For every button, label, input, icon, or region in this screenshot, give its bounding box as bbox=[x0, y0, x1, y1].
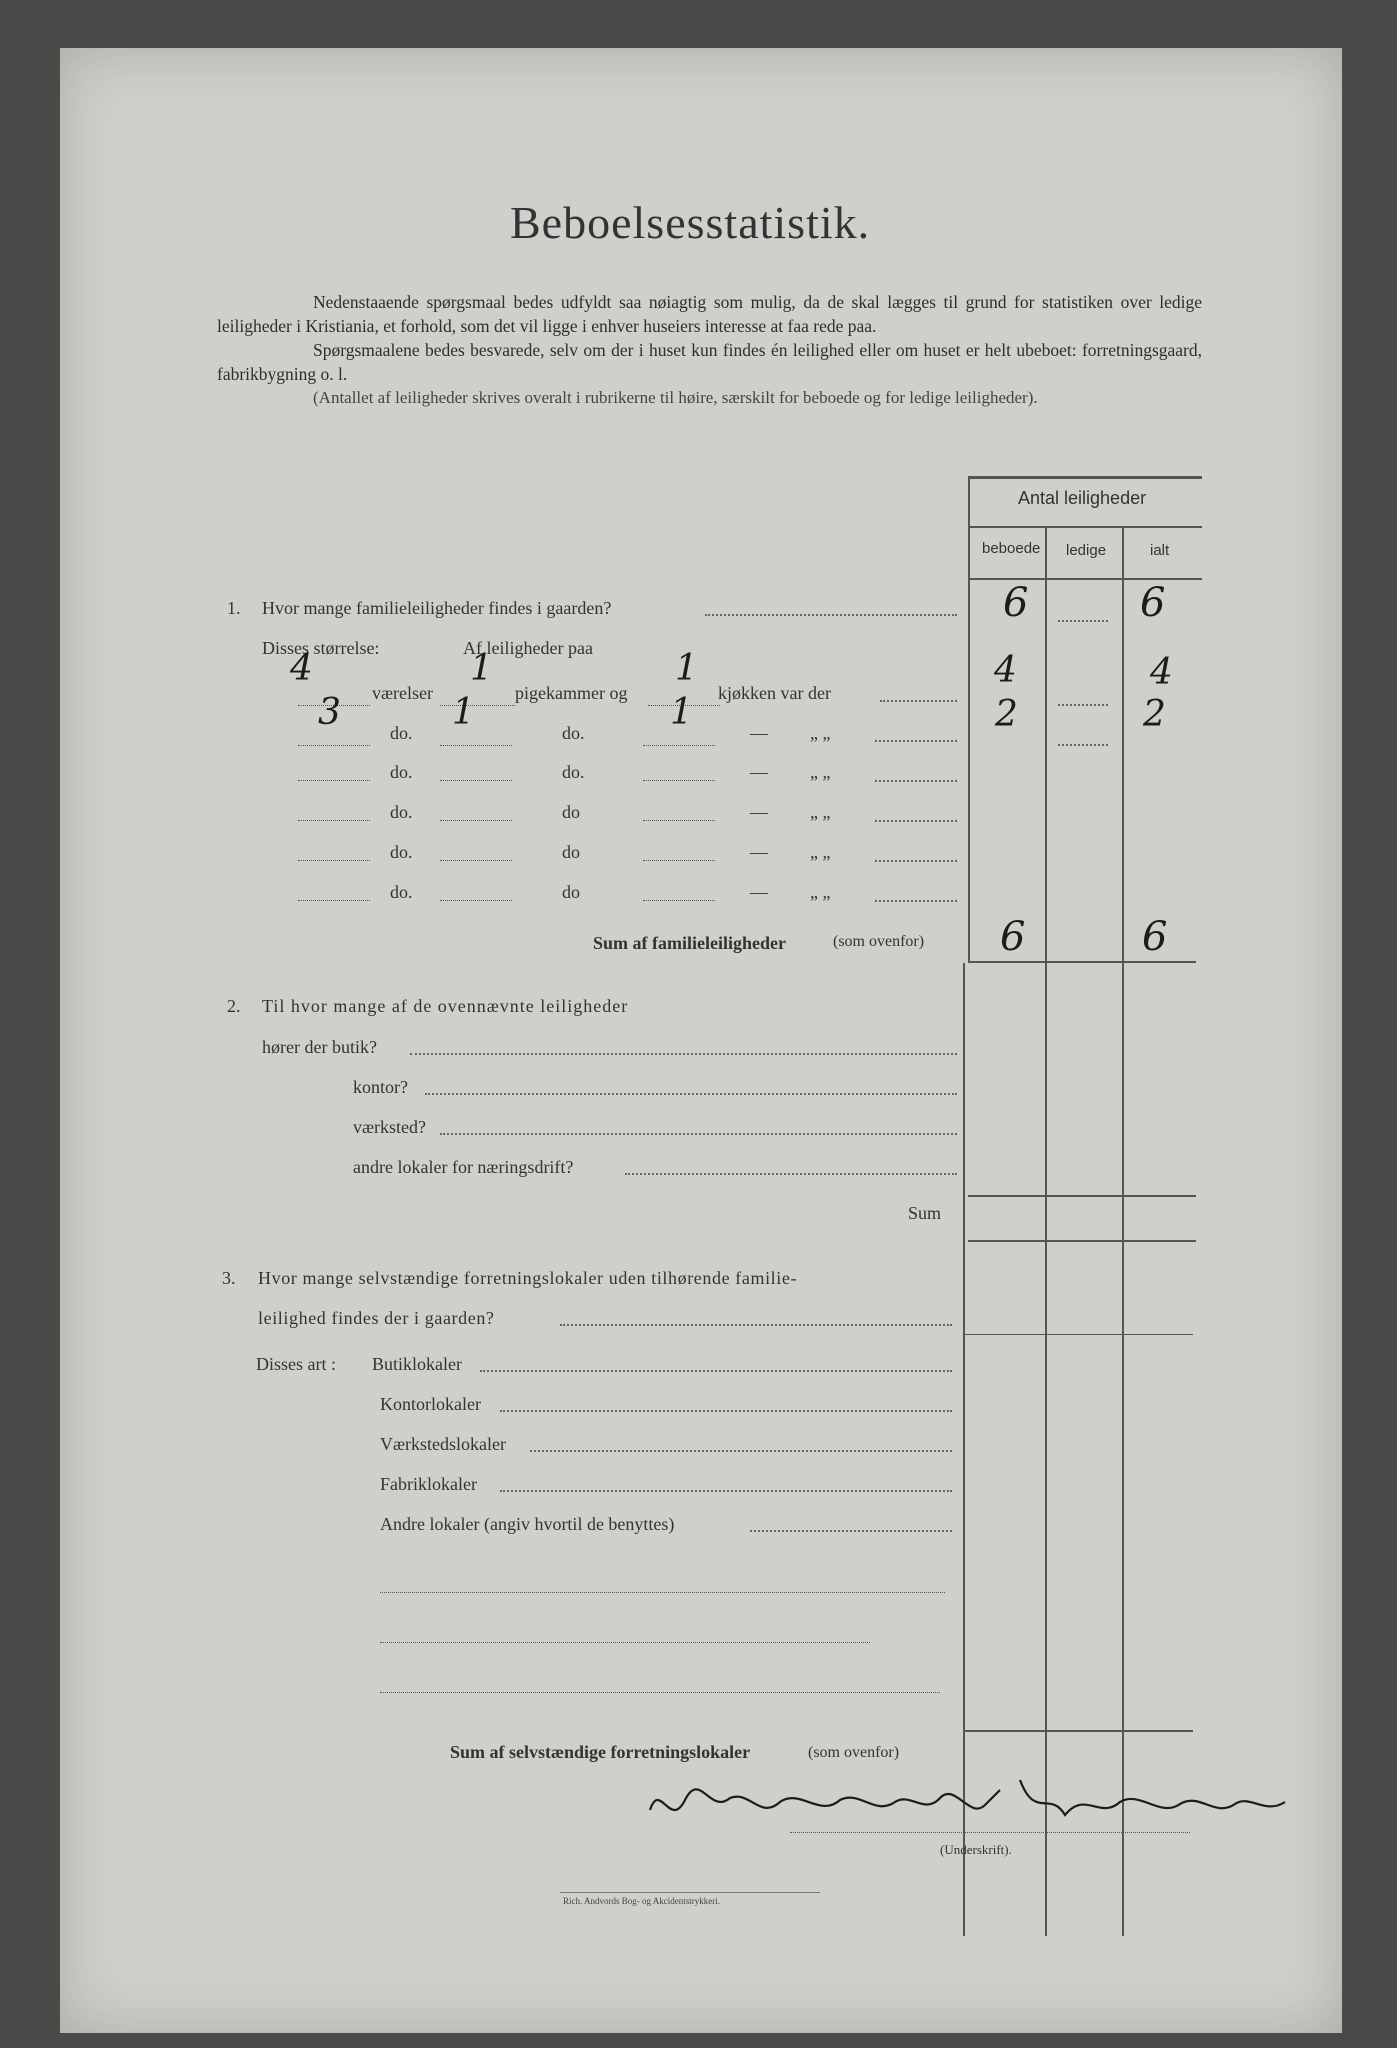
row3-kitchen-line bbox=[643, 780, 715, 781]
row3-do-1: do. bbox=[390, 762, 413, 782]
row1-maid: 1 bbox=[470, 648, 493, 689]
q2-sum-label: Sum bbox=[908, 1203, 942, 1223]
row5-kitchen-line bbox=[643, 860, 715, 861]
q1-sum-label: Sum af familieleiligheder bbox=[593, 933, 786, 953]
q3-butik-leader bbox=[480, 1370, 952, 1372]
col-header-ledige: ledige bbox=[1066, 542, 1107, 559]
q3-number: 3. bbox=[222, 1268, 236, 1288]
table-top-rule bbox=[968, 476, 1202, 479]
row3-maid-line bbox=[440, 780, 512, 781]
row4-ditto: „ „ bbox=[810, 802, 831, 822]
page-title: Beboelsesstatistik. bbox=[510, 197, 871, 248]
printer-rule bbox=[560, 1892, 820, 1893]
q1-beboede-value: 6 bbox=[1003, 580, 1029, 626]
sizes-label: Disses størrelse: bbox=[262, 638, 380, 658]
row2-do-2: do. bbox=[562, 723, 585, 743]
row1-rooms-word: værelser bbox=[372, 683, 433, 703]
q1-ialt-value: 6 bbox=[1140, 580, 1166, 626]
row6-leader bbox=[875, 900, 957, 902]
row5-do-2: do bbox=[562, 842, 580, 862]
q3-write-line-3 bbox=[380, 1692, 940, 1693]
q3-andre-leader bbox=[750, 1530, 952, 1532]
q3-question-line-2: leilighed findes der i gaarden? bbox=[258, 1308, 495, 1328]
row2-do-1: do. bbox=[390, 723, 413, 743]
row2-ditto: „ „ bbox=[810, 723, 831, 743]
q2-andre-leader bbox=[625, 1173, 957, 1175]
handwritten-signature bbox=[640, 1760, 1320, 1840]
row3-dash: — bbox=[750, 762, 768, 782]
row2-rooms: 3 bbox=[318, 692, 341, 733]
row5-maid-line bbox=[440, 860, 512, 861]
q1-number: 1. bbox=[227, 598, 241, 618]
row6-do-2: do bbox=[562, 882, 580, 902]
table-col-rule-1 bbox=[1045, 526, 1047, 1936]
row2-kitchen: 1 bbox=[670, 692, 693, 733]
q3-item-kontor: Kontorlokaler bbox=[380, 1394, 481, 1414]
row3-rooms-line bbox=[298, 780, 370, 781]
row4-do-1: do. bbox=[390, 802, 413, 822]
signature-caption: (Underskrift). bbox=[940, 1842, 1012, 1857]
table-group-rule bbox=[968, 526, 1202, 528]
row1-maid-word: pigekammer og bbox=[515, 683, 628, 703]
table-left-rule bbox=[968, 476, 970, 961]
row5-dash: — bbox=[750, 842, 768, 862]
q3-question-line-1: Hvor mange selvstændige forretningslokaler uden tilhørende familie- bbox=[258, 1268, 798, 1288]
q3-item-butik: Butiklokaler bbox=[372, 1354, 462, 1374]
row6-ditto: „ „ bbox=[810, 882, 831, 902]
row2-rooms-line bbox=[298, 745, 370, 746]
row1-ialt-value: 4 bbox=[1150, 652, 1173, 693]
row4-leader bbox=[875, 820, 957, 822]
row4-do-2: do bbox=[562, 802, 580, 822]
q2-item-kontor: kontor? bbox=[353, 1077, 408, 1097]
row2-ledige-empty bbox=[1058, 744, 1108, 746]
q2-question: Til hvor mange af de ovennævnte leiligheder bbox=[262, 996, 629, 1016]
row1-leader bbox=[880, 700, 957, 702]
row2-maid-line bbox=[440, 745, 512, 746]
table-group-header: Antal leiligheder bbox=[1018, 488, 1147, 508]
q1-leader bbox=[705, 614, 957, 616]
q3-kontor-leader bbox=[500, 1410, 952, 1412]
q3-sum-label: Sum af selvstændige forretningslokaler bbox=[450, 1742, 751, 1762]
q1-sum-note: (som ovenfor) bbox=[833, 933, 925, 950]
intro-text bbox=[217, 290, 1202, 410]
col-header-ialt: ialt bbox=[1150, 542, 1170, 559]
q2-vaerksted-leader bbox=[440, 1133, 957, 1135]
row3-leader bbox=[875, 780, 957, 782]
row6-maid-line bbox=[440, 900, 512, 901]
q1-sum-rule bbox=[968, 961, 1196, 963]
q3-item-fabrik: Fabriklokaler bbox=[380, 1474, 477, 1494]
row4-maid-line bbox=[440, 820, 512, 821]
q3-sum-top-rule bbox=[963, 1730, 1193, 1732]
col-header-beboede: beboede bbox=[982, 540, 1041, 557]
table-col-rule-2 bbox=[1122, 526, 1124, 1936]
row6-do-1: do. bbox=[390, 882, 413, 902]
row2-kitchen-line bbox=[643, 745, 715, 746]
row1-beboede-value: 4 bbox=[994, 650, 1017, 691]
q1-question: Hvor mange familieleiligheder findes i gaarden? bbox=[262, 598, 612, 618]
q3-write-line-1 bbox=[380, 1592, 945, 1593]
row4-kitchen-line bbox=[643, 820, 715, 821]
q3-write-line-2 bbox=[380, 1642, 870, 1643]
q3-fabrik-leader bbox=[500, 1490, 952, 1492]
signature-line bbox=[790, 1832, 1190, 1833]
q3-item-vaerksted: Værkstedslokaler bbox=[380, 1434, 506, 1454]
q2-item-butik: hører der butik? bbox=[262, 1037, 377, 1057]
q1-sum-ialt: 6 bbox=[1142, 914, 1168, 960]
q2-number: 2. bbox=[227, 996, 241, 1016]
q3-item-andre: Andre lokaler (angiv hvortil de benyttes) bbox=[380, 1514, 675, 1534]
row4-rooms-line bbox=[298, 820, 370, 821]
q3-vaerksted-leader bbox=[530, 1450, 952, 1452]
row5-leader bbox=[875, 860, 957, 862]
row2-dash: — bbox=[750, 723, 768, 743]
q3-sum-note: (som ovenfor) bbox=[808, 1744, 900, 1761]
q1-ledige-empty bbox=[1058, 620, 1108, 622]
row1-ledige-empty bbox=[1058, 704, 1108, 706]
printer-imprint: Rich. Andvords Bog- og Akcidentstrykkeri. bbox=[563, 1896, 720, 1906]
row1-kitchen-word: kjøkken var der bbox=[718, 683, 831, 703]
q2-item-andre: andre lokaler for næringsdrift? bbox=[353, 1157, 574, 1177]
row5-rooms-line bbox=[298, 860, 370, 861]
q2-sum-bottom-rule bbox=[968, 1240, 1196, 1242]
row2-leader bbox=[875, 740, 957, 742]
q3-leader bbox=[560, 1324, 952, 1326]
q2-butik-leader bbox=[410, 1053, 957, 1055]
row3-ditto: „ „ bbox=[810, 762, 831, 782]
q2-item-vaerksted: værksted? bbox=[353, 1117, 426, 1137]
row6-dash: — bbox=[750, 882, 768, 902]
row2-ialt-value: 2 bbox=[1143, 694, 1166, 735]
row1-rooms: 4 bbox=[290, 648, 313, 689]
row2-maid: 1 bbox=[452, 692, 475, 733]
row6-rooms-line bbox=[298, 900, 370, 901]
q2-kontor-leader bbox=[425, 1093, 957, 1095]
q3-art-label: Disses art : bbox=[256, 1354, 336, 1374]
row4-dash: — bbox=[750, 802, 768, 822]
intro-paragraph-1: Nedenstaaende spørgsmaal bedes udfyldt saa nøiagtig som mulig, da de skal lægges til grund for statistiken over ledige leiligheder i Kristiania, et forhold, som det vil ligge i enhver huseiers interesse at faa rede paa. bbox=[217, 292, 1202, 336]
row6-kitchen-line bbox=[643, 900, 715, 901]
q3-header-rule bbox=[963, 1334, 1193, 1335]
intro-paragraph-3: (Antallet af leiligheder skrives overalt i rubrikerne til høire, særskilt for beboede og for ledige leiligheder). bbox=[313, 388, 1038, 407]
row1-kitchen: 1 bbox=[675, 648, 698, 689]
row2-beboede-value: 2 bbox=[995, 694, 1018, 735]
intro-paragraph-2: Spørgsmaalene bedes besvarede, selv om der i huset kun findes én leilighed eller om huset er helt ubeboet: forretningsgaard, fabrikbygning o. l. bbox=[217, 340, 1202, 384]
q2-sum-top-rule bbox=[968, 1195, 1196, 1197]
q1-sum-beboede: 6 bbox=[1000, 914, 1026, 960]
sizes-label-2: Af leiligheder paa bbox=[463, 638, 593, 658]
row3-do-2: do. bbox=[562, 762, 585, 782]
row5-ditto: „ „ bbox=[810, 842, 831, 862]
row5-do-1: do. bbox=[390, 842, 413, 862]
